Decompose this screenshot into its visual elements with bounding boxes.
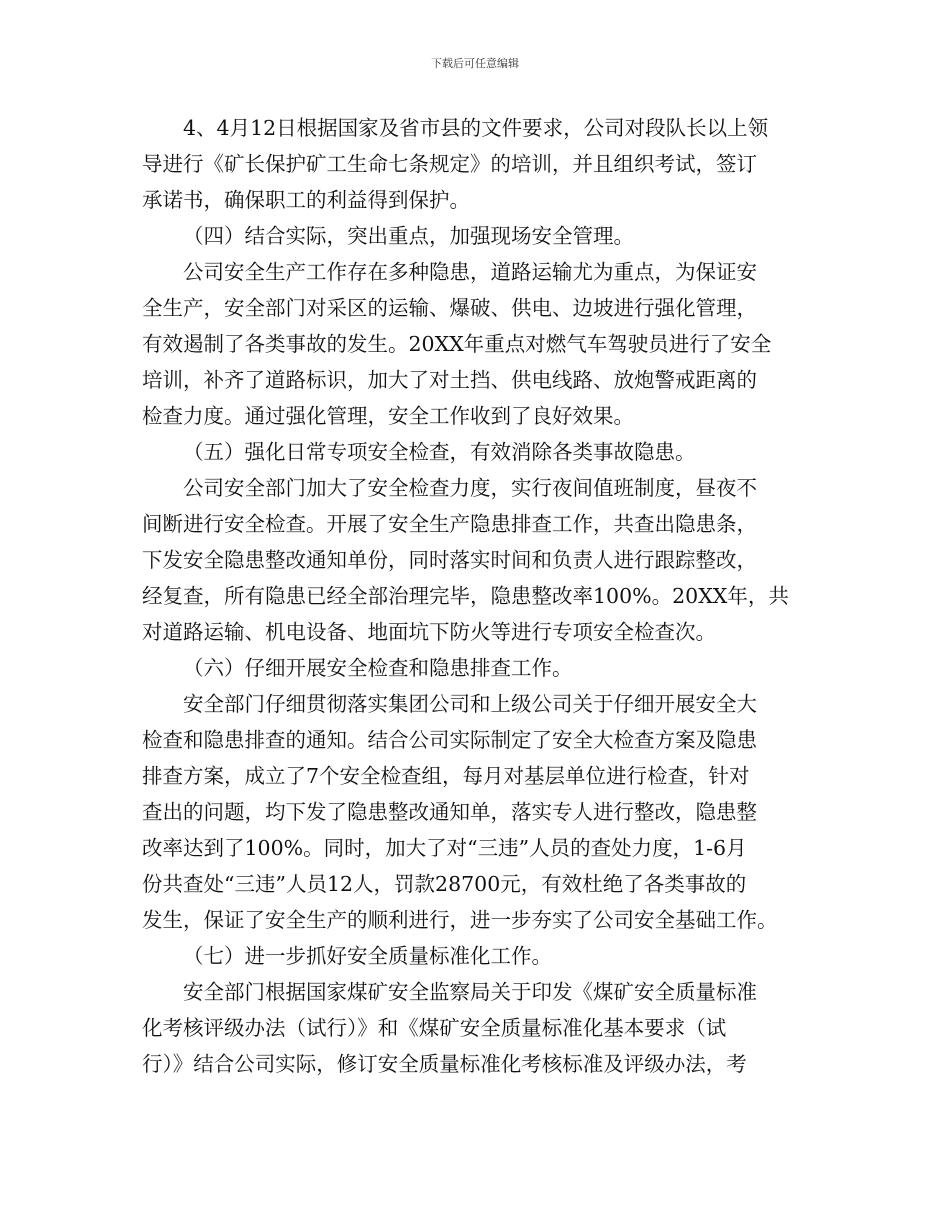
text-line: （七）进一步抓好安全质量标准化工作。 — [183, 944, 552, 968]
text-line: 对道路运输、机电设备、地面坑下防火等进行专项安全检查次。 — [142, 620, 716, 644]
page-header: 下载后可任意编辑 — [431, 57, 519, 70]
text-line: 导进行《矿长保护矿工生命七条规定》的培训，并且组织考试，签订 — [142, 152, 757, 176]
text-line: 份共查处“三违”人员12人，罚款28700元，有效杜绝了各类事故的 — [142, 872, 747, 896]
text-line: 公司安全部门加大了安全检查力度，实行夜间值班制度，昼夜不 — [183, 476, 757, 500]
text-line: 化考核评级办法（试行）》和《煤矿安全质量标准化基本要求（试 — [142, 1016, 727, 1040]
text-line: 安全部门根据国家煤矿安全监察局关于印发《煤矿安全质量标准 — [183, 980, 757, 1004]
text-line: 下发安全隐患整改通知单份，同时落实时间和负责人进行跟踪整改， — [142, 548, 757, 572]
text-line: （五）强化日常专项安全检查，有效消除各类事故隐患。 — [183, 440, 696, 464]
text-line: 检查和隐患排查的通知。结合公司实际制定了安全大检查方案及隐患 — [142, 728, 757, 752]
text-line: 排查方案，成立了7个安全检查组，每月对基层单位进行检查，针对 — [142, 764, 750, 788]
text-line: 公司安全生产工作存在多种隐患，道路运输尤为重点，为保证安 — [183, 260, 757, 284]
text-line: 培训，补齐了道路标识，加大了对土挡、供电线路、放炮警戒距离的 — [142, 368, 757, 392]
text-line: （六）仔细开展安全检查和隐患排查工作。 — [183, 656, 573, 680]
text-line: 经复查，所有隐患已经全部治理完毕，隐患整改率100%。20XX年，共 — [142, 584, 789, 608]
text-line: 改率达到了100%。同时，加大了对“三违”人员的查处力度，1-6月 — [142, 836, 747, 860]
text-line: 4、4月12日根据国家及省市县的文件要求，公司对段队长以上领 — [183, 116, 769, 140]
text-line: 全生产，安全部门对采区的运输、爆破、供电、边坡进行强化管理， — [142, 296, 757, 320]
text-line: 承诺书，确保职工的利益得到保护。 — [142, 188, 470, 212]
text-line: 检查力度。通过强化管理，安全工作收到了良好效果。 — [142, 404, 634, 428]
document-body — [142, 110, 802, 1082]
text-line: 安全部门仔细贯彻落实集团公司和上级公司关于仔细开展安全大 — [183, 692, 757, 716]
text-line: 行）》结合公司实际，修订安全质量标准化考核标准及评级办法，考 — [142, 1052, 747, 1076]
text-line: 有效遏制了各类事故的发生。20XX年重点对燃气车驾驶员进行了安全 — [142, 332, 772, 356]
text-line: 查出的问题，均下发了隐患整改通知单，落实专人进行整改，隐患整 — [142, 800, 757, 824]
text-line: 间断进行安全检查。开展了安全生产隐患排查工作，共查出隐患条， — [142, 512, 757, 536]
text-line: 发生，保证了安全生产的顺利进行，进一步夯实了公司安全基础工作。 — [142, 908, 778, 932]
text-line: （四）结合实际，突出重点，加强现场安全管理。 — [183, 224, 634, 248]
